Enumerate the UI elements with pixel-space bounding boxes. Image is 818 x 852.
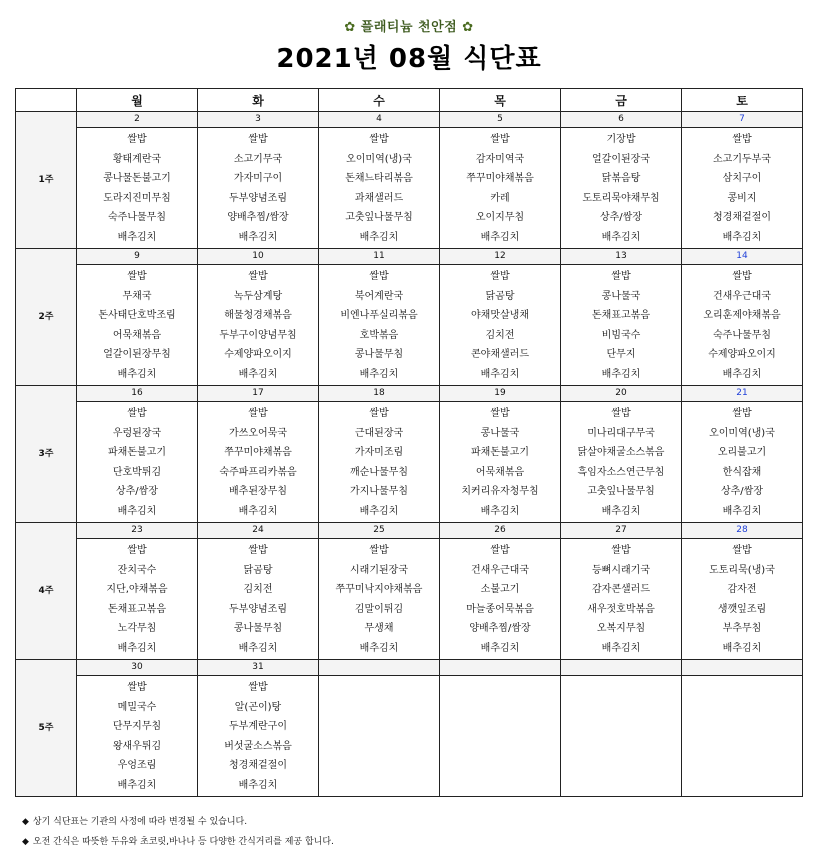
meal-table xyxy=(15,88,803,797)
menu-item: 닭볶음탕 xyxy=(601,173,641,184)
note-line xyxy=(22,832,334,852)
date-cell: 6 xyxy=(561,112,682,128)
date-cell xyxy=(561,660,682,676)
menu-item: 배추김치 xyxy=(359,231,399,243)
menu-item: 콩나물국 xyxy=(601,290,641,302)
menu-cell xyxy=(561,676,682,797)
menu-item: 건새우근대국 xyxy=(471,564,529,576)
menu-item: 닭곰탕 xyxy=(485,290,515,302)
menu-item: 배추김치 xyxy=(117,642,157,654)
day-header: 금 xyxy=(561,89,682,112)
menu-item: 쌀밥 xyxy=(611,408,631,419)
menu-item: 배추김치 xyxy=(480,368,520,380)
menu-item: 쌀밥 xyxy=(732,545,752,556)
menu-item: 배추김치 xyxy=(359,505,399,517)
menu-list xyxy=(440,402,560,521)
menu-item: 쌀밥 xyxy=(127,134,147,145)
menu-cell xyxy=(319,676,440,797)
menu-item: 김치전 xyxy=(485,329,515,341)
menu-item: 쌀밥 xyxy=(369,545,389,556)
date-cell: 2 xyxy=(77,112,198,128)
menu-item: 메밀국수 xyxy=(117,701,157,713)
menu-cell xyxy=(319,265,440,386)
menu-cell xyxy=(440,539,561,660)
menu-list xyxy=(561,676,681,678)
menu-cell xyxy=(319,539,440,660)
menu-item: 소불고기 xyxy=(480,584,520,595)
date-cell: 20 xyxy=(561,386,682,402)
menu-item: 쌀밥 xyxy=(248,134,268,145)
date-cell: 28 xyxy=(682,523,803,539)
menu-item: 김치전 xyxy=(243,584,273,595)
menu-cell xyxy=(319,128,440,249)
date-cell: 9 xyxy=(77,249,198,265)
menu-item: 한식잡채 xyxy=(722,466,762,478)
menu-item: 쌀밥 xyxy=(490,134,510,145)
menu-list xyxy=(198,128,318,247)
date-cell: 3 xyxy=(198,112,319,128)
menu-item: 단무지 xyxy=(606,349,636,360)
menu-item: 생깻잎조림 xyxy=(717,603,767,615)
menu-item: 배추김치 xyxy=(117,505,157,517)
menu-item: 배추김치 xyxy=(480,505,520,517)
menu-item: 얼갈이된장국 xyxy=(592,153,650,165)
menu-list xyxy=(198,265,318,384)
menu-item: 쌀밥 xyxy=(369,408,389,419)
menu-item: 감자전 xyxy=(727,584,757,595)
menu-item: 배추김치 xyxy=(601,231,641,243)
menu-item: 깨순나물무침 xyxy=(350,466,408,478)
menu-item: 삼치구이 xyxy=(722,173,762,184)
menu-item: 쌀밥 xyxy=(611,271,631,282)
menu-list xyxy=(319,539,439,658)
menu-item: 녹두삼계탕 xyxy=(233,290,283,302)
menu-item: 닭살야채굴소스볶음 xyxy=(577,447,665,458)
date-cell xyxy=(319,660,440,676)
menu-item: 쌀밥 xyxy=(248,408,268,419)
menu-item: 돈채표고볶음 xyxy=(108,603,166,615)
star-icon: ✿ xyxy=(462,20,474,35)
date-row xyxy=(16,249,803,265)
menu-item: 쌀밥 xyxy=(127,408,147,419)
menu-item: 닭곰탕 xyxy=(243,564,273,576)
menu-item: 알(곤이)탕 xyxy=(234,701,282,713)
menu-item: 쭈꾸미낙지야채볶음 xyxy=(335,584,423,595)
menu-item: 오리훈제야채볶음 xyxy=(703,310,781,321)
menu-list xyxy=(682,676,802,678)
menu-item: 파채돈불고기 xyxy=(471,447,529,458)
menu-list xyxy=(440,676,560,678)
menu-cell xyxy=(198,402,319,523)
menu-item: 어묵채볶음 xyxy=(475,466,525,478)
menu-list xyxy=(561,402,681,521)
menu-item: 오복지무침 xyxy=(596,623,646,634)
menu-item: 배추김치 xyxy=(117,779,157,791)
menu-item: 마늘종어묵볶음 xyxy=(466,603,534,615)
date-cell: 5 xyxy=(440,112,561,128)
menu-item: 부추무침 xyxy=(722,623,762,634)
menu-item: 수제양파오이지 xyxy=(708,349,776,360)
menu-cell xyxy=(319,402,440,523)
menu-item: 등뼈시래기국 xyxy=(592,564,650,576)
menu-item: 오이미역(냉)국 xyxy=(346,153,412,165)
menu-item: 배추김치 xyxy=(601,505,641,517)
menu-item: 잔치국수 xyxy=(117,564,157,576)
date-row xyxy=(16,386,803,402)
menu-item: 쌀밥 xyxy=(248,682,268,693)
menu-row xyxy=(16,676,803,797)
date-cell: 18 xyxy=(319,386,440,402)
menu-item: 쌀밥 xyxy=(732,271,752,282)
menu-item: 오리불고기 xyxy=(717,447,767,458)
menu-item: 배추김치 xyxy=(722,368,762,380)
menu-item: 배추김치 xyxy=(601,642,641,654)
menu-item: 김말이튀김 xyxy=(354,603,404,615)
star-icon: ✿ xyxy=(344,20,356,35)
diamond-icon: ◆ xyxy=(22,817,29,827)
menu-cell xyxy=(198,265,319,386)
menu-item: 건새우근대국 xyxy=(713,290,771,302)
menu-cell xyxy=(561,265,682,386)
menu-item: 배추김치 xyxy=(722,505,762,517)
menu-cell xyxy=(77,402,198,523)
menu-item: 비엔나푸실리볶음 xyxy=(340,310,418,321)
menu-list xyxy=(77,676,197,795)
menu-item: 쌀밥 xyxy=(127,271,147,282)
date-cell: 25 xyxy=(319,523,440,539)
corner-cell xyxy=(16,89,77,112)
date-cell: 24 xyxy=(198,523,319,539)
menu-item: 노각무침 xyxy=(117,623,157,634)
menu-item: 배추김치 xyxy=(238,505,278,517)
date-cell xyxy=(682,660,803,676)
menu-item: 쌀밥 xyxy=(369,271,389,282)
menu-item: 도토리묵(냉)국 xyxy=(709,564,775,576)
menu-item: 황태계란국 xyxy=(112,153,162,165)
menu-item: 시래기된장국 xyxy=(350,564,408,576)
menu-item: 쌀밥 xyxy=(611,545,631,556)
menu-cell xyxy=(440,265,561,386)
date-row xyxy=(16,112,803,128)
date-cell: 11 xyxy=(319,249,440,265)
menu-cell xyxy=(682,128,803,249)
menu-list xyxy=(682,402,802,521)
menu-item: 카레 xyxy=(490,192,510,204)
menu-list xyxy=(440,265,560,384)
menu-list xyxy=(77,128,197,247)
menu-item: 배추김치 xyxy=(480,642,520,654)
menu-item: 새우젓호박볶음 xyxy=(587,603,655,615)
page-title: 2021년 08월 식단표 xyxy=(276,44,542,74)
date-cell xyxy=(440,660,561,676)
note-text: 상기 식단표는 기관의 사정에 따라 변경될 수 있습니다. xyxy=(32,817,248,827)
menu-item: 가쓰오어묵국 xyxy=(229,427,287,439)
menu-item: 숙주나물무침 xyxy=(713,329,771,341)
menu-item: 소고기무국 xyxy=(233,153,283,165)
menu-item: 콘야채샐러드 xyxy=(471,349,529,360)
menu-item: 쌀밥 xyxy=(732,408,752,419)
menu-item: 오이지무침 xyxy=(475,212,525,223)
menu-list xyxy=(198,676,318,795)
brand-name: 플래티늄 천안점 xyxy=(360,20,458,35)
menu-list xyxy=(561,128,681,247)
menu-item: 호박볶음 xyxy=(359,329,399,341)
menu-list xyxy=(319,128,439,247)
menu-item: 야채맛살냉채 xyxy=(471,310,529,321)
menu-cell xyxy=(198,128,319,249)
menu-item: 두부양념조림 xyxy=(229,603,287,615)
menu-item: 단무지무침 xyxy=(112,721,162,732)
menu-item: 치커리유자청무침 xyxy=(461,486,539,497)
menu-item: 쭈꾸미야채볶음 xyxy=(466,173,534,184)
menu-item: 배추김치 xyxy=(480,231,520,243)
menu-cell xyxy=(561,539,682,660)
date-row xyxy=(16,523,803,539)
menu-list xyxy=(319,676,439,678)
menu-list xyxy=(682,265,802,384)
date-cell: 31 xyxy=(198,660,319,676)
menu-item: 숙주파프리카볶음 xyxy=(219,466,297,478)
note-text: 오전 간식은 따뜻한 두유와 초코릿,바나나 등 다양한 간식거리를 제공 합니다. xyxy=(32,837,334,847)
menu-item: 비빔국수 xyxy=(601,329,641,341)
menu-list xyxy=(77,402,197,521)
menu-item: 우렁된장국 xyxy=(112,427,162,439)
date-cell: 4 xyxy=(319,112,440,128)
day-header: 화 xyxy=(198,89,319,112)
menu-item: 쌀밥 xyxy=(490,545,510,556)
menu-item: 무채국 xyxy=(122,290,152,302)
menu-item: 미나리대구무국 xyxy=(587,427,655,439)
menu-list xyxy=(77,265,197,384)
date-cell: 19 xyxy=(440,386,561,402)
menu-item: 근대된장국 xyxy=(354,427,404,439)
menu-list xyxy=(682,128,802,247)
menu-cell xyxy=(198,539,319,660)
menu-item: 배추김치 xyxy=(238,642,278,654)
date-cell: 17 xyxy=(198,386,319,402)
day-header: 목 xyxy=(440,89,561,112)
menu-item: 배추김치 xyxy=(238,368,278,380)
date-cell: 21 xyxy=(682,386,803,402)
menu-item: 상추/쌈장 xyxy=(720,486,763,497)
menu-item: 지단,야채볶음 xyxy=(106,584,168,595)
menu-item: 배추김치 xyxy=(722,642,762,654)
menu-cell xyxy=(561,402,682,523)
menu-item: 얼갈이된장무침 xyxy=(103,349,171,360)
menu-cell xyxy=(440,676,561,797)
menu-cell xyxy=(77,265,198,386)
menu-item: 쌀밥 xyxy=(127,682,147,693)
day-header: 월 xyxy=(77,89,198,112)
menu-item: 단호박튀김 xyxy=(112,466,162,478)
menu-item: 감자콘샐러드 xyxy=(592,584,650,595)
menu-list xyxy=(561,539,681,658)
menu-item: 무생채 xyxy=(364,623,394,634)
menu-item: 콩나물돈불고기 xyxy=(103,173,171,184)
date-cell: 27 xyxy=(561,523,682,539)
menu-item: 도토리묵야채무침 xyxy=(582,192,660,204)
date-row xyxy=(16,660,803,676)
menu-item: 배추김치 xyxy=(238,231,278,243)
menu-item: 두부양념조림 xyxy=(229,192,287,204)
menu-list xyxy=(198,539,318,658)
menu-list xyxy=(319,402,439,521)
menu-item: 상추/쌈장 xyxy=(115,486,158,497)
menu-cell xyxy=(77,128,198,249)
menu-item: 가지나물무침 xyxy=(350,486,408,497)
menu-item: 배추된장무침 xyxy=(229,486,287,497)
menu-item: 가자미조림 xyxy=(354,447,404,458)
menu-cell xyxy=(77,676,198,797)
week-label: 1주 xyxy=(16,112,77,249)
menu-item: 두부구이양념무침 xyxy=(219,329,297,341)
menu-item: 쌀밥 xyxy=(732,134,752,145)
menu-cell xyxy=(440,402,561,523)
menu-item: 상추/쌈장 xyxy=(599,212,642,223)
menu-item: 어묵채볶음 xyxy=(112,329,162,341)
date-cell: 14 xyxy=(682,249,803,265)
menu-item: 쌀밥 xyxy=(127,545,147,556)
menu-item: 도라지진미무침 xyxy=(103,192,171,204)
menu-item: 돈채느타리볶음 xyxy=(345,173,413,184)
menu-item: 쌀밥 xyxy=(248,545,268,556)
menu-item: 감자미역국 xyxy=(475,153,525,165)
menu-row xyxy=(16,265,803,386)
menu-item: 왕새우튀김 xyxy=(112,740,162,752)
menu-item: 오이미역(냉)국 xyxy=(709,427,775,439)
menu-item: 쭈꾸미야채볶음 xyxy=(224,447,292,458)
menu-item: 파채돈불고기 xyxy=(108,447,166,458)
menu-list xyxy=(198,402,318,521)
menu-item: 고춧잎나물무침 xyxy=(345,212,413,223)
menu-item: 가자미구이 xyxy=(233,173,283,184)
menu-item: 배추김치 xyxy=(359,642,399,654)
date-cell: 30 xyxy=(77,660,198,676)
date-cell: 16 xyxy=(77,386,198,402)
diamond-icon: ◆ xyxy=(22,837,29,847)
menu-list xyxy=(682,539,802,658)
menu-cell xyxy=(77,539,198,660)
menu-item: 배추김치 xyxy=(359,368,399,380)
menu-item: 돈사태단호박조림 xyxy=(98,310,176,321)
week-label: 5주 xyxy=(16,660,77,797)
menu-item: 청경채겉절이 xyxy=(713,212,771,223)
menu-item: 우엉조림 xyxy=(117,760,157,771)
day-header: 토 xyxy=(682,89,803,112)
menu-item: 숙주나물무침 xyxy=(108,212,166,223)
week-label: 4주 xyxy=(16,523,77,660)
menu-item: 북어계란국 xyxy=(354,290,404,302)
menu-item: 배추김치 xyxy=(117,231,157,243)
menu-cell xyxy=(198,676,319,797)
menu-item: 버섯굴소스볶음 xyxy=(224,740,292,752)
brand-line xyxy=(0,16,818,35)
notes xyxy=(22,812,334,852)
menu-list xyxy=(319,265,439,384)
menu-cell xyxy=(440,128,561,249)
menu-list xyxy=(440,128,560,247)
menu-item: 소고기두부국 xyxy=(713,153,771,165)
menu-item: 쌀밥 xyxy=(369,134,389,145)
menu-item: 쌀밥 xyxy=(490,408,510,419)
menu-cell xyxy=(561,128,682,249)
menu-row xyxy=(16,539,803,660)
menu-item: 배추김치 xyxy=(601,368,641,380)
menu-cell xyxy=(682,402,803,523)
week-label: 3주 xyxy=(16,386,77,523)
day-header: 수 xyxy=(319,89,440,112)
menu-item: 돈채표고볶음 xyxy=(592,310,650,321)
menu-item: 고춧잎나물무침 xyxy=(587,486,655,497)
menu-item: 쌀밥 xyxy=(248,271,268,282)
menu-item: 쌀밥 xyxy=(490,271,510,282)
menu-cell xyxy=(682,265,803,386)
date-cell: 7 xyxy=(682,112,803,128)
date-cell: 13 xyxy=(561,249,682,265)
menu-item: 흑임자소스연근무침 xyxy=(577,466,665,478)
menu-cell xyxy=(682,539,803,660)
date-cell: 26 xyxy=(440,523,561,539)
menu-item: 두부계란구이 xyxy=(229,721,287,732)
menu-row xyxy=(16,402,803,523)
menu-item: 콩나물국 xyxy=(480,427,520,439)
menu-item: 배추김치 xyxy=(238,779,278,791)
menu-list xyxy=(440,539,560,658)
menu-item: 콩나물무침 xyxy=(354,349,404,360)
menu-item: 해물청경채볶음 xyxy=(224,310,292,321)
menu-item: 청경채겉절이 xyxy=(229,760,287,771)
menu-list xyxy=(561,265,681,384)
menu-item: 과채샐러드 xyxy=(354,192,404,204)
date-cell: 12 xyxy=(440,249,561,265)
menu-item: 배추김치 xyxy=(722,231,762,243)
menu-cell xyxy=(682,676,803,797)
menu-item: 양배추찜/쌈장 xyxy=(469,623,531,634)
date-cell: 10 xyxy=(198,249,319,265)
date-cell: 23 xyxy=(77,523,198,539)
menu-list xyxy=(77,539,197,658)
note-line xyxy=(22,812,334,832)
week-label: 2주 xyxy=(16,249,77,386)
menu-item: 기장밥 xyxy=(606,134,636,145)
menu-item: 콩나물무침 xyxy=(233,623,283,634)
menu-row xyxy=(16,128,803,249)
header-row xyxy=(16,89,803,112)
menu-item: 양배추찜/쌈장 xyxy=(227,212,289,223)
menu-item: 콩비지 xyxy=(727,192,757,204)
menu-item: 수제양파오이지 xyxy=(224,349,292,360)
menu-item: 배추김치 xyxy=(117,368,157,380)
